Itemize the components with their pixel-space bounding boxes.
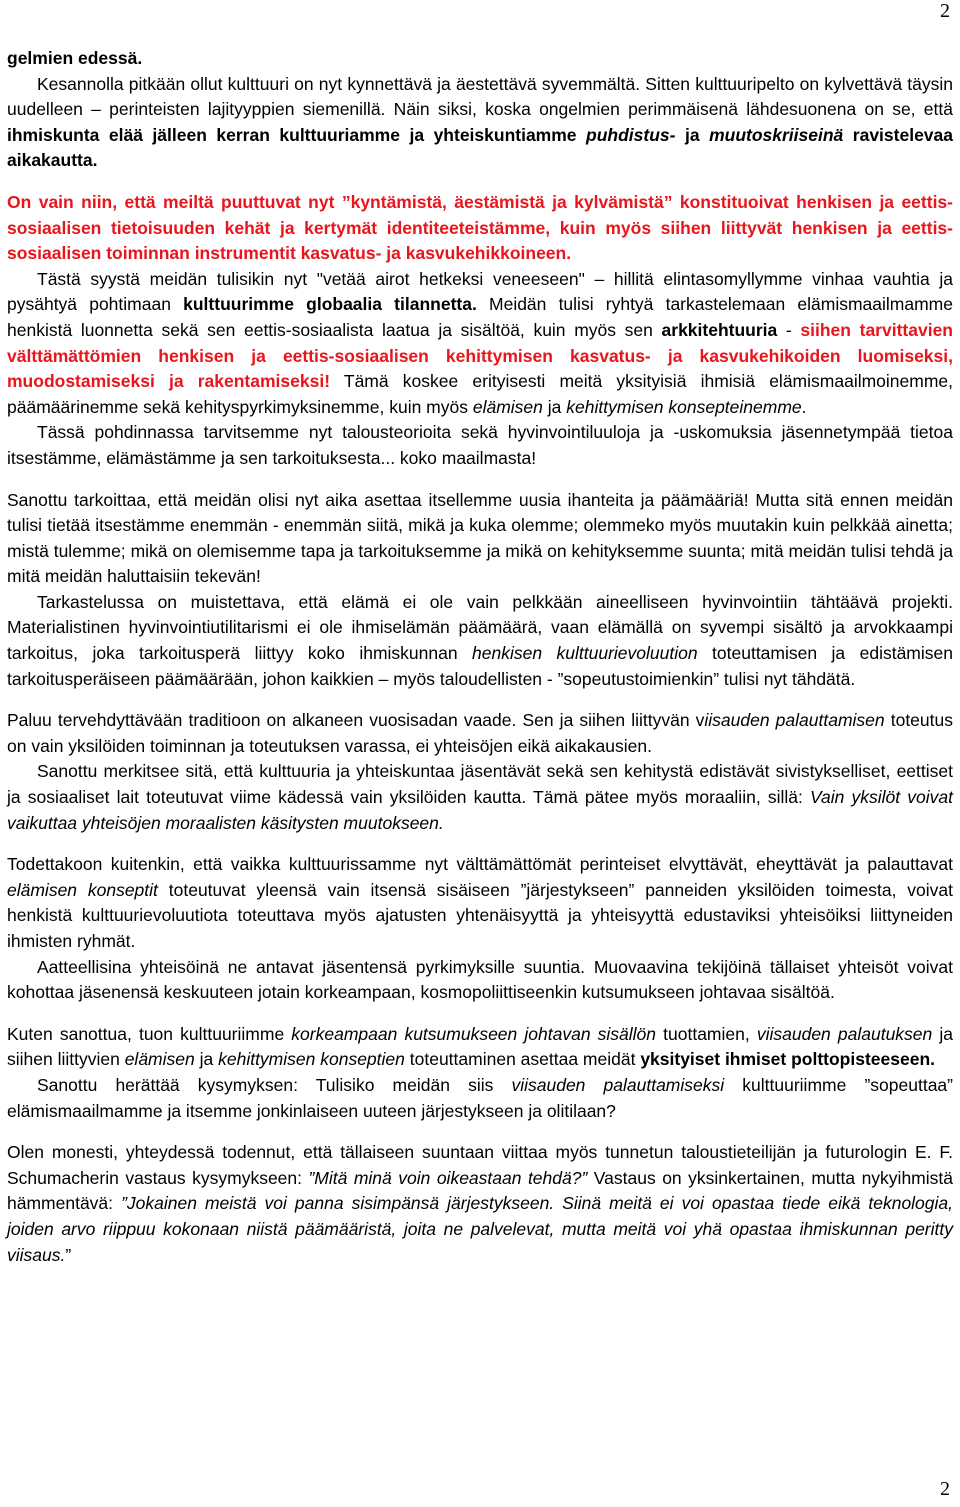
text-run: Todettakoon kuitenkin, että vaikka kulttuurissamme nyt välttämättömät perinteiset elvyttävät, eheyttävät ja palauttavat — [7, 854, 953, 875]
text-run: Paluu tervehdyttävään traditioon on alkaneen vuosisadan vaade. Sen ja siihen liittyvän v — [7, 710, 705, 731]
paragraph — [7, 267, 953, 421]
text-run: Sanottu merkitsee sitä, että kulttuuria ja yhteiskuntaa jäsentävät sekä sen kehitystä edistävät sivistykselliset, eettiset ja sosiaaliset lait toteutuvat viime kädessä vain yksilöiden kautta. Tämä pätee myös moraaliin, sillä: — [7, 761, 953, 808]
text-run: viisauden palautuksen — [756, 1023, 933, 1044]
text-run: ihmiskunta elää jälleen kerran kulttuuriamme ja yhteiskuntiamme — [7, 124, 587, 145]
text-run: elämisen — [124, 1049, 195, 1070]
text-run: ” — [65, 1244, 72, 1265]
text-run: Tästä syystä meidän tulisikin nyt "vetää airot hetkeksi veneeseen" – hillitä elintasomyllymme vinhaa vauhtia ja pysähtyä pohtimaan — [7, 268, 953, 315]
text-run: toteuttaminen asettaa meidät — [404, 1049, 641, 1070]
paragraph — [7, 190, 953, 267]
text-run: yksityiset ihmiset polttopisteeseen. — [640, 1049, 935, 1070]
text-run: Vastaus on yksinkertainen, mutta nykyihmistä hämmentävä: — [7, 1167, 953, 1214]
text-run: muutoskriiseinä — [709, 124, 844, 145]
text-run: Vain yksilöt voivat vaikuttaa yhteisöjen moraalisten käsitysten muutokseen. — [7, 787, 953, 833]
text-run: tuottamien, — [656, 1023, 757, 1044]
text-run: . — [801, 396, 807, 417]
paragraph — [7, 72, 953, 174]
text-run: Meidän tulisi ryhtyä tarkastelemaan elämismaailmamme henkistä luonnetta sekä sen eettis-sosiaalista laatua ja sisältöä, kuin myös sen — [7, 294, 953, 340]
text-run: ja — [675, 124, 710, 145]
paragraph — [7, 852, 953, 954]
paragraph — [7, 46, 953, 72]
text-run: Kesannolla pitkään ollut kulttuuri on nyt kynnettävä ja äestettävä syvemmältä. Sitten kulttuuripelto on kylvettävä täysin uudelleen – perinteisten lajityyppien siemenillä. Näin siksi, koska ongelmien perimmäisenä lähdesuonena on se, että — [7, 73, 953, 120]
text-run: ja — [194, 1049, 219, 1070]
text-run: toteutuvat yleensä vain itsensä sisäiseen ”järjestykseen” panneiden yksilöiden toimesta, voivat henkistä kulttuurievoluutiota toteuttava myös ajatusten yhtenäisyyttä ja yhteisyyttä edustaviksi yhteisöiksi liittyneiden ihmisten ryhmät. — [7, 879, 953, 951]
text-run: gelmien edessä. — [7, 48, 143, 68]
text-run: ja siihen liittyvien — [7, 1023, 954, 1070]
text-run: korkeampaan kutsumukseen johtavan sisällön — [291, 1023, 657, 1044]
text-run: henkisen kulttuurievoluution — [472, 643, 698, 664]
paragraph — [7, 420, 953, 471]
text-run: Sanottu tarkoittaa, että meidän olisi nyt aika asettaa itsellemme uusia ihanteita ja päämääriä! Mutta sitä ennen meidän tulisi tietää itsestämme enemmän - enemmän siitä, mikä ja kuka olemme; olemmeko myös muutakin kuin pelkkää ainetta; mistä tulemme; mikä on olemisemme tapa ja tarkoituksemme ja mikä on kehityksemme suunta; mitä meidän tulisi tehdä ja mitä meidän haluttaisiin tekevän! — [7, 489, 953, 587]
text-run: Tämä koskee erityisesti meitä yksityisiä ihmisiä elämismaailmoinemme, päämäärinemme sekä kehityspyrkimyksinemme, kuin myös — [7, 371, 954, 417]
text-run: elämisen — [472, 396, 543, 417]
text-run: Sanottu herättää kysymyksen: Tulisiko meidän siis — [37, 1074, 512, 1095]
text-run: Kuten sanottua, tuon kulttuuriimme — [7, 1023, 292, 1044]
text-run: Tarkastelussa on muistettava, että elämä ei ole vain pelkkään aineelliseen hyvinvointiin tähtäävä projekti. Materialistinen hyvinvointiutilitarismi ei ole ihmiselämän päämäärä, vaan elämällä on syvempi sisältö ja arvokkaampi tarkoitus, joka tarkoitusperä liittyy koko ihmiskunnan — [7, 591, 953, 664]
text-run: - — [777, 319, 801, 340]
text-run: ”Mitä minä voin oikeastaan tehdä?” — [308, 1167, 588, 1188]
paragraph — [7, 1022, 953, 1073]
paragraph — [7, 955, 953, 1006]
paragraph — [7, 590, 953, 692]
text-run: arkkitehtuuria — [661, 319, 778, 340]
text-run: iisauden palauttamisen — [704, 710, 885, 731]
text-run: Aatteellisina yhteisöinä ne antavat jäsentensä pyrkimyksille suuntia. Muovaavina tekijöinä tällaiset yhteisöt voivat kohottaa jäsenensä keskuuteen jotain korkeampaan, kosmopoliittiseenkin kutsumukseen johtavaa sisältöä. — [7, 956, 953, 1003]
text-run: ja — [542, 396, 567, 417]
paragraph — [7, 759, 953, 836]
text-run: elämisen konseptit — [7, 879, 158, 900]
page-number-top: 2 — [940, 0, 950, 22]
text-run: toteuttamisen ja edistämisen tarkoitusperäiseen päämäärään, johon kaikkien – myös taloudellisten - ”sopeutustoimienkin” tulisi nyt tähdätä. — [7, 643, 953, 689]
paragraph — [7, 1140, 953, 1268]
paragraph — [7, 1073, 953, 1124]
page-number-bottom: 2 — [940, 1478, 950, 1500]
text-run: Tässä pohdinnassa tarvitsemme nyt talousteorioita sekä hyvinvointiluuloja ja -uskomuksia jäsennetympää tietoa itsestämme, elämästämme ja sen tarkoituksesta... koko maailmasta! — [7, 422, 953, 468]
text-run: ravistelevaa aikakautta. — [7, 124, 953, 171]
paragraph — [7, 708, 953, 759]
text-run: ”Jokainen meistä voi panna sisimpänsä järjestykseen. Siinä meitä ei voi opastaa tiede eikä teknologia, joiden arvo riippuu kokonaan niistä päämääristä, joita ne palvelevat, mutta meitä voi yhä opastaa ihmiskunnan peritty viisaus. — [7, 1193, 954, 1265]
text-run: On vain niin, että meiltä puuttuvat nyt ”kyntämistä, äestämistä ja kylvämistä” konstituoivat henkisen ja eettis-sosiaalisen tietoisuuden kehät ja kertymät identiteeteistämme, kuin myös siihen liittyvät henkisen ja eettis-sosiaalisen toiminnan instrumentit kasvatus- ja kasvukehikkoineen. — [7, 191, 953, 264]
text-run: puhdistus- — [586, 124, 676, 145]
text-run: kehittymisen konsepteinemme — [566, 396, 802, 417]
text-run: siihen tarvittavien välttämättömien henkisen ja eettis-sosiaalisen kehittymisen kasvatus- ja kasvukehikoiden luomiseksi, muodostamiseksi ja rakentamiseksi! — [7, 319, 953, 392]
text-run: toteutus on vain yksilöiden toiminnan ja toteutuksen varassa, ei yhteisöjen eikä aikakausien. — [7, 710, 953, 756]
text-run: kulttuuriimme ”sopeuttaa” elämismaailmamme ja itsemme jonkinlaiseen uuteen järjestykseen ja olitilaan? — [7, 1074, 953, 1121]
text-run: Olen monesti, yhteydessä todennut, että tällaiseen suuntaan viittaa myös tunnetun taloustieteilijän ja futurologin E. F. Schumacherin vastaus kysymykseen: — [7, 1142, 953, 1188]
text-run: kulttuurimme globaalia tilannetta. — [183, 294, 477, 315]
paragraph — [7, 488, 953, 590]
text-run: viisauden palauttamiseksi — [511, 1074, 725, 1095]
document-body — [7, 46, 953, 1268]
text-run: kehittymisen konseptien — [218, 1049, 405, 1070]
